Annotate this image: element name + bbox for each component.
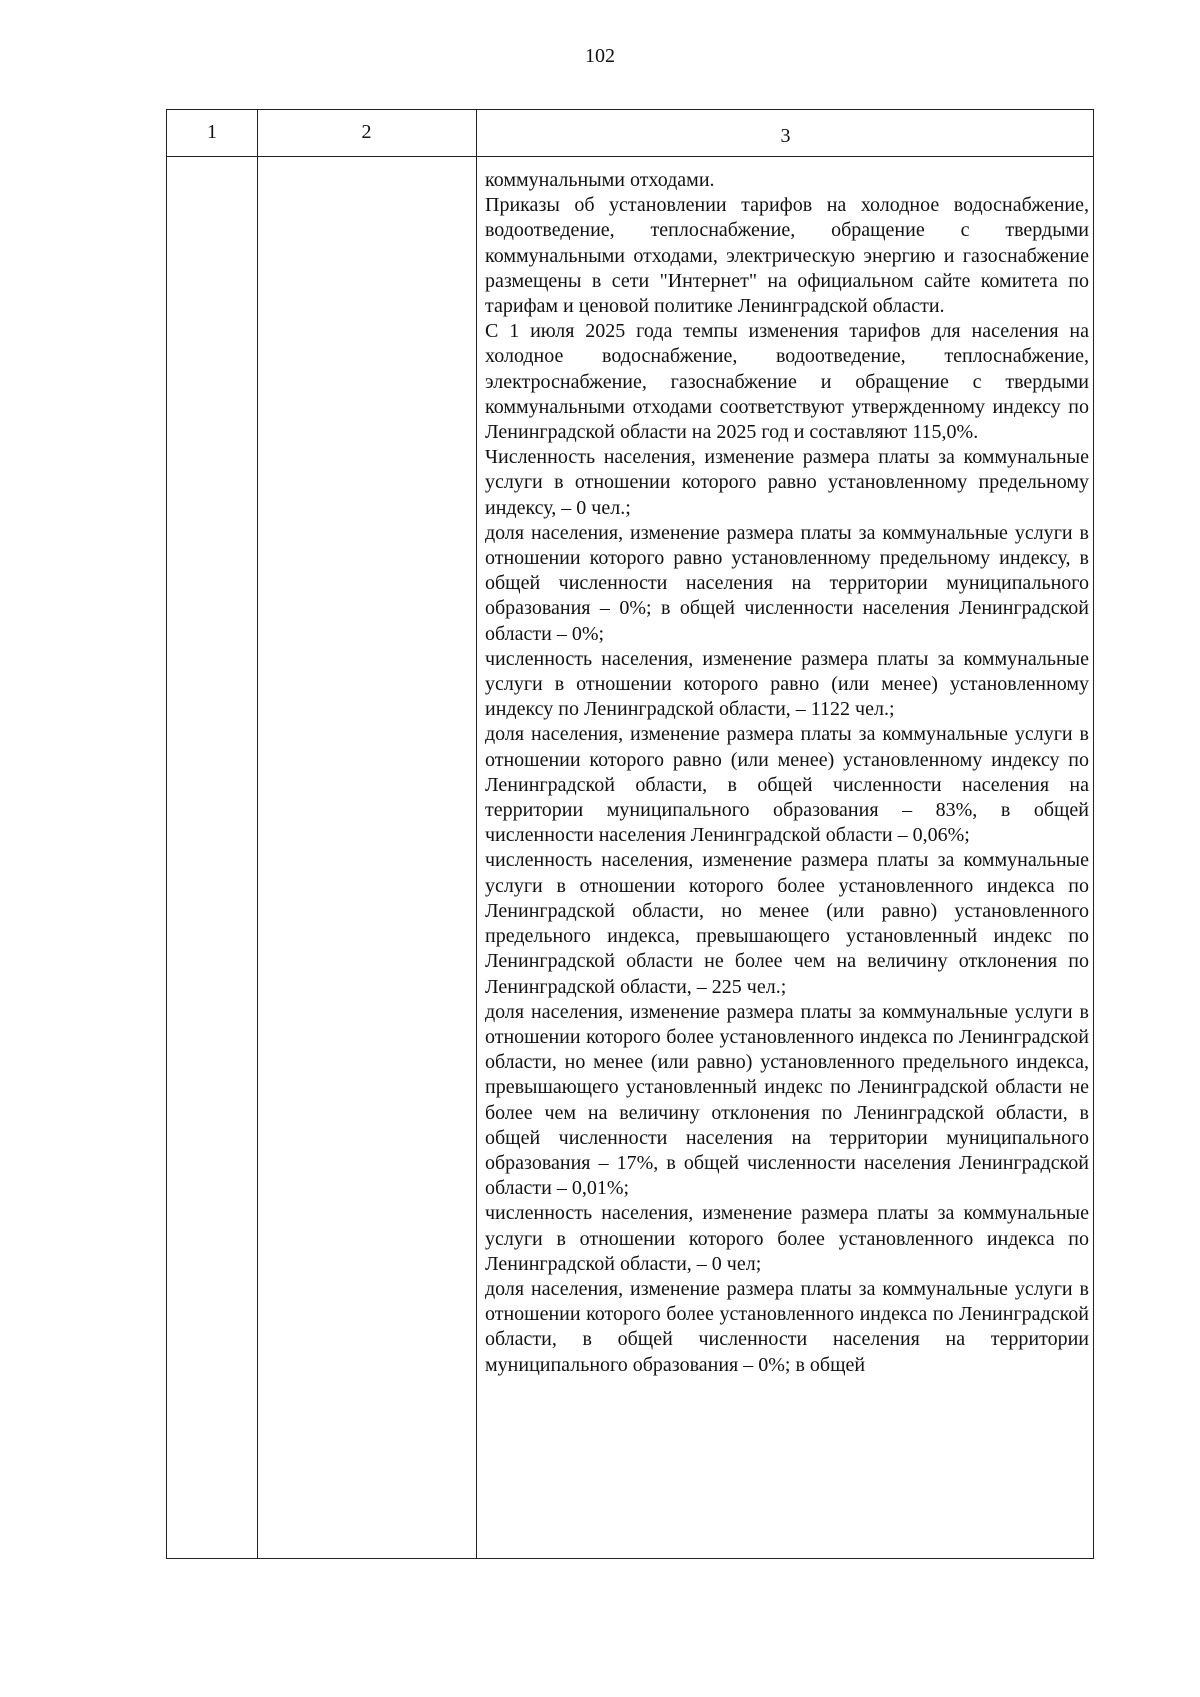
paragraph: доля населения, изменение размера платы за коммунальные услуги в отношении которого более установленного индекса по Ленинградской области, в общей численности населения на территории муниципального образования – 0%; в общей — [485, 1277, 1089, 1376]
paragraph: С 1 июля 2025 года темпы изменения тарифов для населения на холодное водоснабжение, водоотведение, теплоснабжение, электроснабжение, газоснабжение и обращение с твердыми коммунальными отходами соответствуют утвержденному индексу по Ленинградской области на 2025 год и составляют 115,0%. — [485, 320, 1089, 444]
column-divider-1 — [257, 110, 258, 1558]
column-header-3: 3 — [780, 125, 791, 147]
paragraph: численность населения, изменение размера платы за коммунальные услуги в отношении которого более установленного индекса по Ленинградской области, но менее (или равно) установленного предельного индекса, превышающего установленный индекс по Ленинградской области не более чем на величину отклонения по Ленинградской области, – 225 чел.; — [485, 849, 1089, 998]
paragraph: доля населения, изменение размера платы за коммунальные услуги в отношении которого более установленного индекса по Ленинградской области, но менее (или равно) установленного предельного индекса, превышающего установленный индекс по Ленинградской области не более чем на величину отклонения по Ленинградской области, в общей численности населения на территории муниципального образования – 17%, в общей численности населения Ленинградской области – 0,01%; — [485, 1000, 1089, 1200]
column-divider-2 — [476, 110, 477, 1558]
paragraph: доля населения, изменение размера платы за коммунальные услуги в отношении которого равно (или менее) установленному индексу по Ленинградской области, в общей численности населения на территории муниципального образования – 83%, в общей численности населения Ленинградской области – 0,06%; — [485, 723, 1089, 847]
column-3-content — [485, 168, 1089, 1378]
page-number: 102 — [585, 45, 615, 67]
paragraph: Численность населения, изменение размера платы за коммунальные услуги в отношении которого равно установленному предельному индексу, – 0 чел.; — [485, 446, 1089, 519]
paragraph: численность населения, изменение размера платы за коммунальные услуги в отношении которого более установленного индекса по Ленинградской области, – 0 чел; — [485, 1202, 1089, 1275]
paragraph: коммунальными отходами. — [485, 169, 715, 191]
paragraph: Приказы об установлении тарифов на холодное водоснабжение, водоотведение, теплоснабжение, обращение с твердыми коммунальными отходами, электрическую энергию и газоснабжение размещены в сети "Интернет" на официальном сайте комитета по тарифам и ценовой политике Ленинградской области. — [485, 194, 1089, 318]
column-header-1: 1 — [207, 121, 217, 143]
header-divider — [167, 156, 1093, 157]
document-table — [166, 109, 1094, 1559]
column-header-2: 2 — [361, 121, 372, 143]
paragraph: численность населения, изменение размера платы за коммунальные услуги в отношении которого равно (или менее) установленному индексу по Ленинградской области, – 1122 чел.; — [485, 647, 1089, 721]
paragraph: доля населения, изменение размера платы за коммунальные услуги в отношении которого равно установленному предельному индексу, в общей численности населения на территории муниципального образования – 0%; в общей численности населения Ленинградской области – 0%; — [485, 521, 1089, 645]
